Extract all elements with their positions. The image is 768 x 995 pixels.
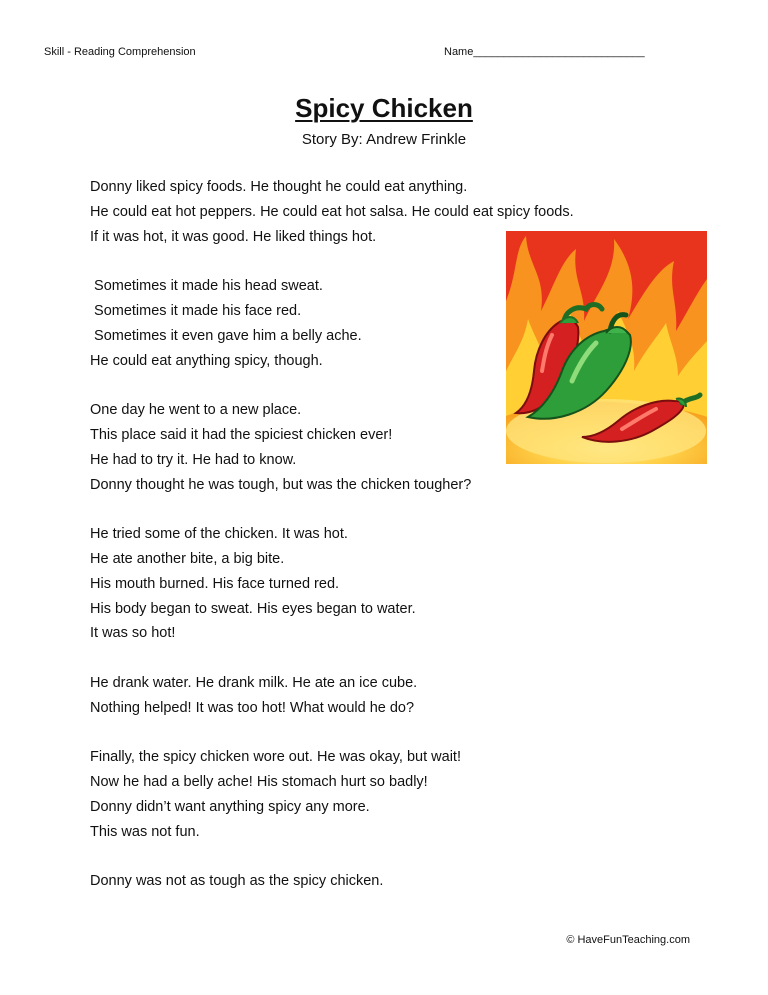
story-line: He could eat hot peppers. He could eat hot salsa. He could eat spicy foods.	[90, 203, 574, 220]
story-title: Spicy Chicken	[295, 93, 473, 123]
story-line: Sometimes it made his head sweat.	[90, 278, 323, 295]
name-field-line: Name____________________________	[444, 46, 645, 58]
paragraph	[90, 522, 650, 646]
story-line: He could eat anything spicy, though.	[90, 352, 323, 369]
story-line: He tried some of the chicken. It was hot.	[90, 526, 348, 543]
copyright-footer: © HaveFunTeaching.com	[566, 934, 690, 946]
story-line: Sometimes it even gave him a belly ache.	[90, 327, 362, 344]
story-line: Finally, the spicy chicken wore out. He was okay, but wait!	[90, 749, 461, 766]
story-line: His body began to sweat. His eyes began to water.	[90, 600, 416, 617]
story-line: Donny liked spicy foods. He thought he could eat anything.	[90, 179, 468, 195]
story-line: One day he went to a new place.	[90, 402, 302, 419]
story-line: It was so hot!	[90, 625, 176, 642]
story-line: Sometimes it made his face red.	[90, 302, 302, 319]
paragraph	[90, 745, 650, 844]
skill-label: Skill - Reading Comprehension	[44, 46, 196, 58]
story-line: His mouth burned. His face turned red.	[90, 575, 340, 592]
story-line: Donny didn’t want anything spicy any more.	[90, 798, 370, 815]
story-line: This place said it had the spiciest chicken ever!	[90, 426, 393, 443]
story-line: He drank water. He drank milk. He ate an ice cube.	[90, 674, 418, 691]
story-line: He had to try it. He had to know.	[90, 451, 297, 468]
story-line: He ate another bite, a big bite.	[90, 550, 285, 567]
story-line: Donny was not as tough as the spicy chicken.	[90, 873, 384, 890]
story-line: If it was hot, it was good. He liked things hot.	[90, 228, 377, 245]
story-line: Donny thought he was tough, but was the chicken tougher?	[90, 476, 472, 493]
paragraph	[90, 671, 650, 721]
story-line: Now he had a belly ache! His stomach hurt so badly!	[90, 774, 428, 791]
story-line: Nothing helped! It was too hot! What would he do?	[90, 699, 415, 716]
story-line: This was not fun.	[90, 823, 200, 840]
chili-peppers-flames-icon	[506, 231, 707, 464]
story-byline: Story By: Andrew Frinkle	[301, 131, 467, 148]
paragraph	[90, 869, 650, 894]
